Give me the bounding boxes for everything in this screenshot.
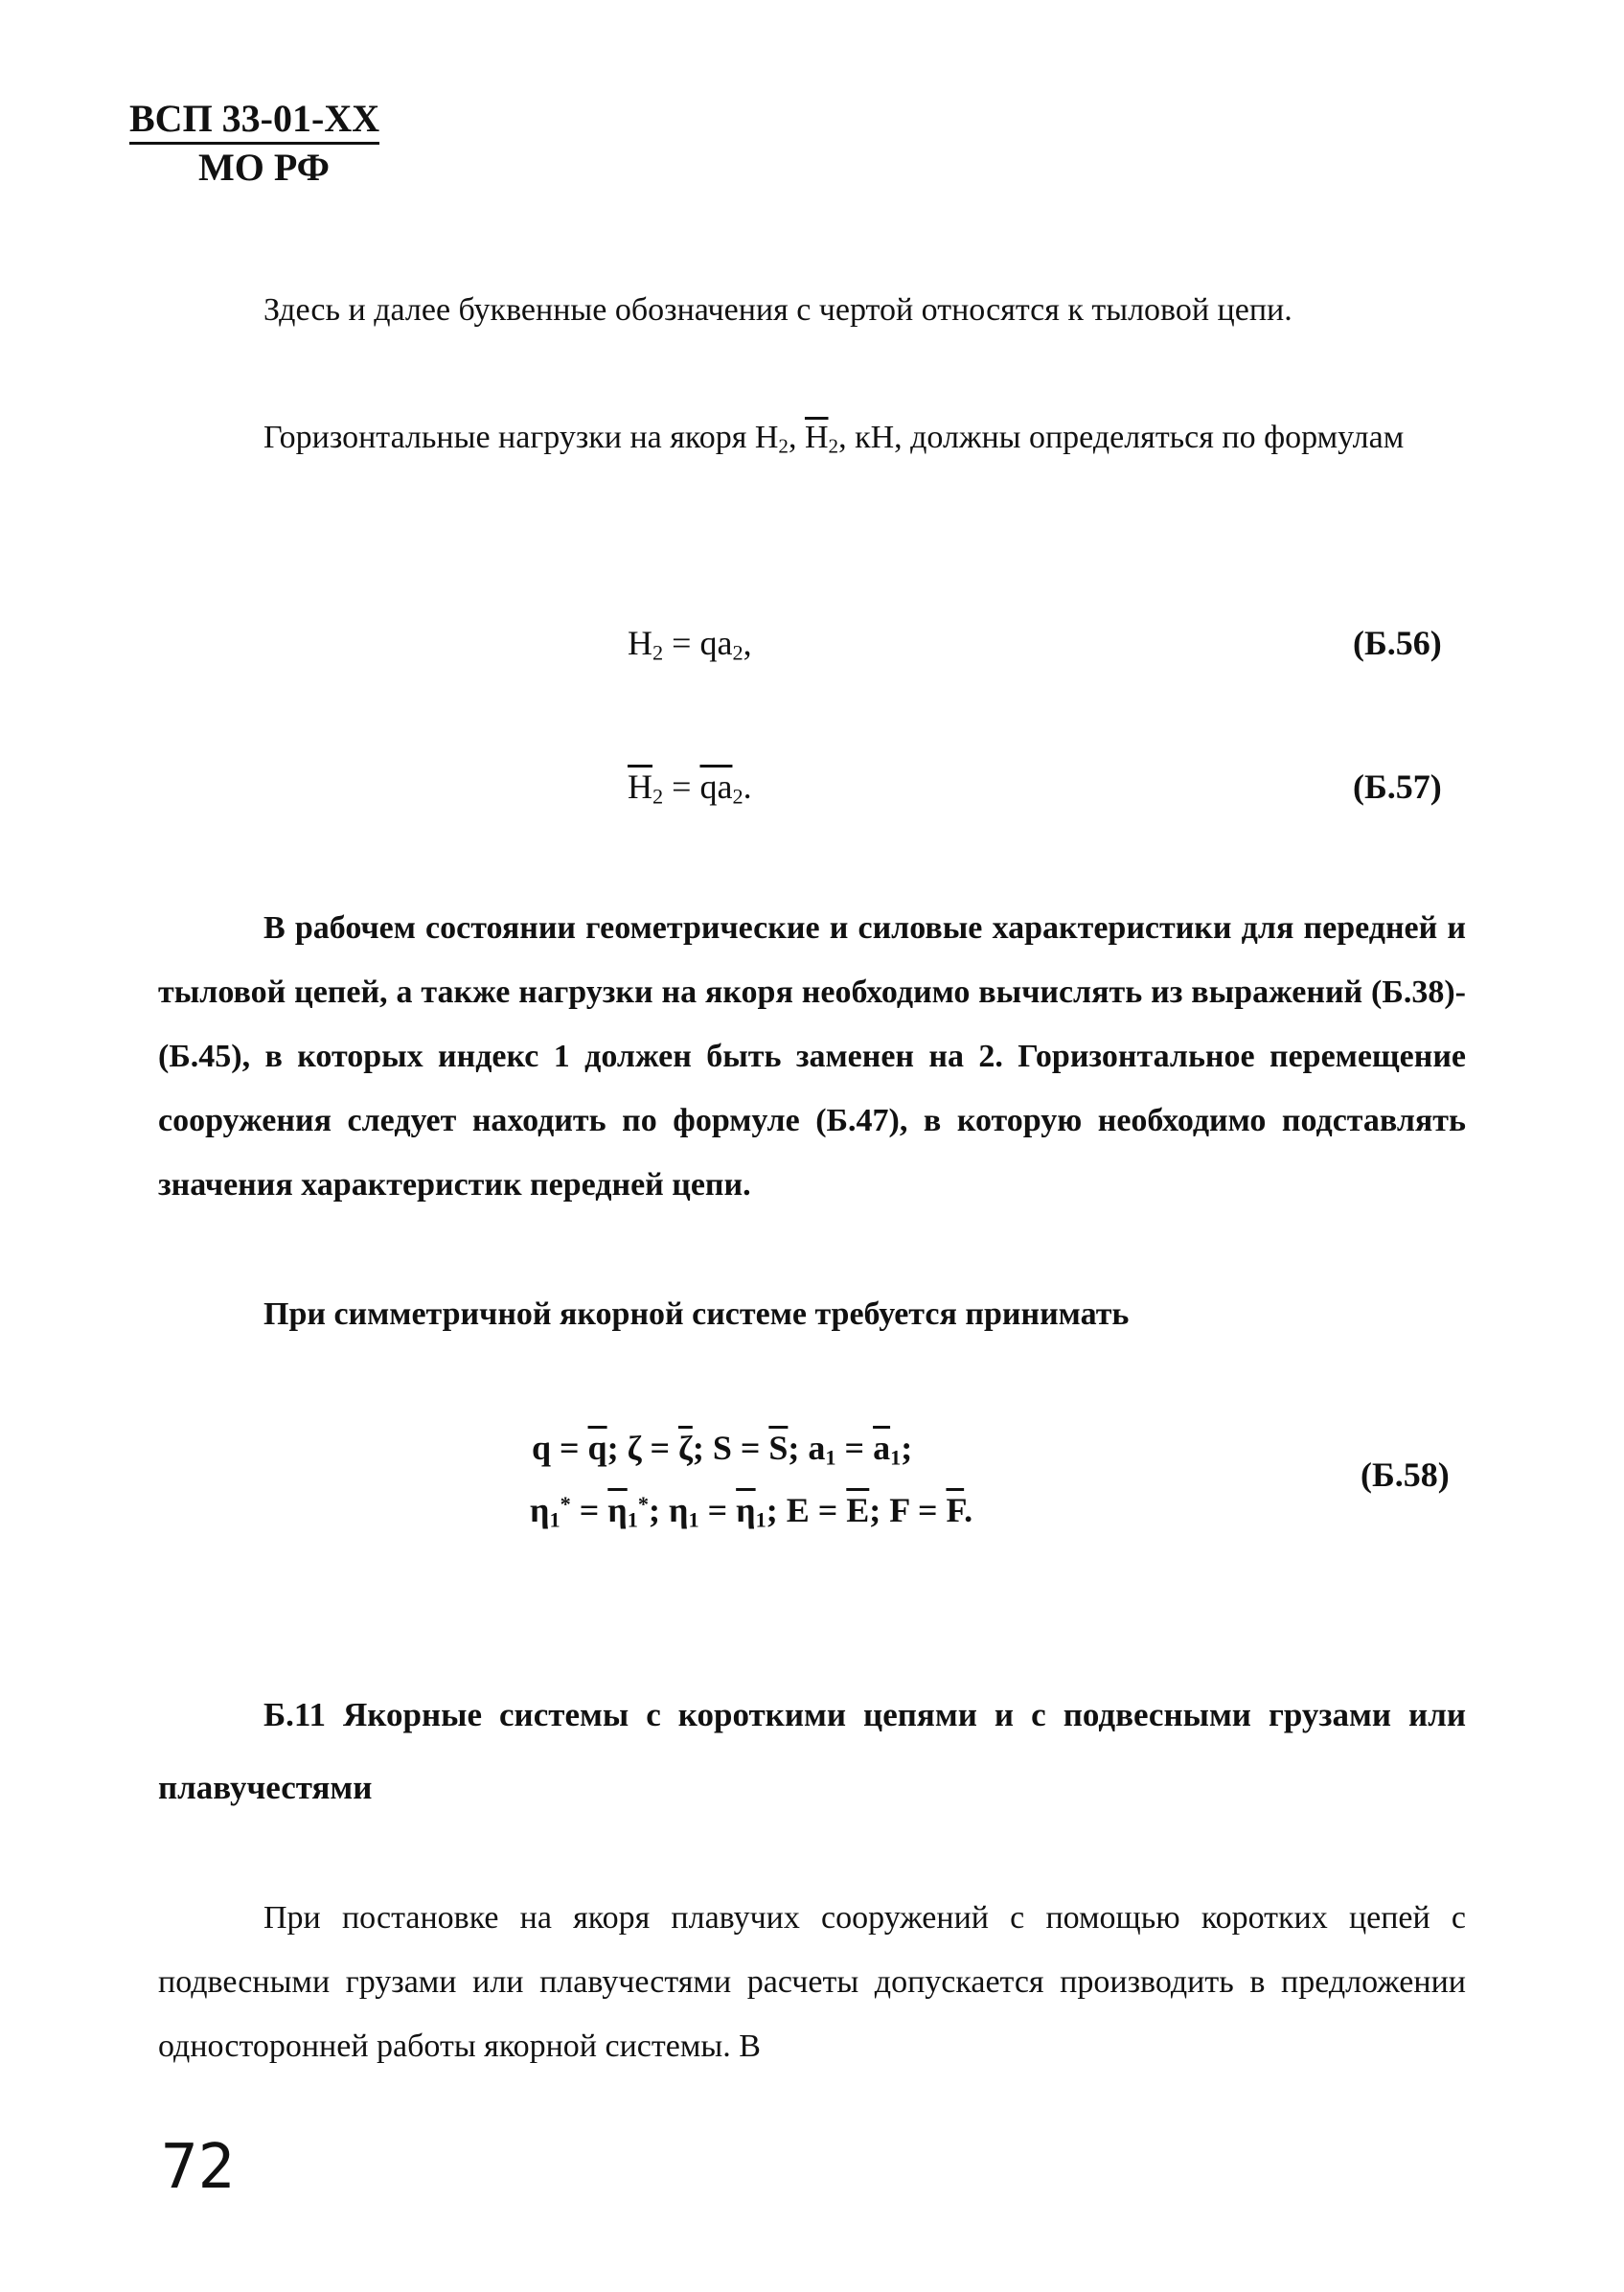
paragraph-working-state: В рабочем состоянии геометрические и силовые характеристики для передней и тыловой цепей, а также нагрузки на якоря необходимо вычислять из выражений (Б.38)-(Б.45), в которых индекс 1 должен быть заменен на 2. Горизонтальное перемещение сооружения следует находить по формуле (Б.47), в которую необходимо подставлять значения характеристик передней цепи. — [158, 910, 1466, 1203]
paragraph-symmetric-system: При симметричной якорной системе требуется принимать — [263, 1296, 1130, 1332]
formula-b58-line1: $q = \overline{q}$; $\zeta = \overline{\zeta}$; $S = \overline{S}$; $a_1 = \overline{a}_1$; — [532, 1429, 913, 1470]
organization: МО РФ — [198, 146, 330, 189]
formula-b57: $\overline{H}_2 = \overline{qa}_2$. — [628, 768, 752, 809]
standard-code: ВСП 33-01-XX — [129, 96, 379, 145]
equation-label-b57: (Б.57) — [1353, 768, 1442, 806]
paragraph-short-chains: При постановке на якоря плавучих сооружений с помощью коротких цепей с подвесными грузами или плавучестями расчеты допускается производить в предложении односторонней работы якорной системы. В — [158, 1900, 1466, 2064]
section-heading-b11: Б.11 Якорные системы с короткими цепями и с подвесными грузами или плавучестями — [158, 1696, 1466, 1806]
document-header — [129, 96, 379, 191]
formula-b56: $H_2 = qa_2$, — [628, 624, 752, 665]
paragraph-horizontal-loads: Горизонтальные нагрузки на якоря $H_2$, $\overline{H}_2$, кН, должны определяться по формулам — [263, 420, 1405, 458]
formula-b58-line2: $\eta_1^* = \overline{\eta}_1^*$; $\eta_1 = \overline{\eta}_1$; $E = \overline{E}$; $F = \overline{F}$. — [530, 1491, 973, 1532]
equation-label-b58: (Б.58) — [1361, 1455, 1450, 1494]
page-number: 72 — [161, 2132, 236, 2203]
paragraph-notation: Здесь и далее буквенные обозначения с чертой относятся к тыловой цепи. — [263, 292, 1292, 328]
equation-label-b56: (Б.56) — [1353, 624, 1442, 662]
